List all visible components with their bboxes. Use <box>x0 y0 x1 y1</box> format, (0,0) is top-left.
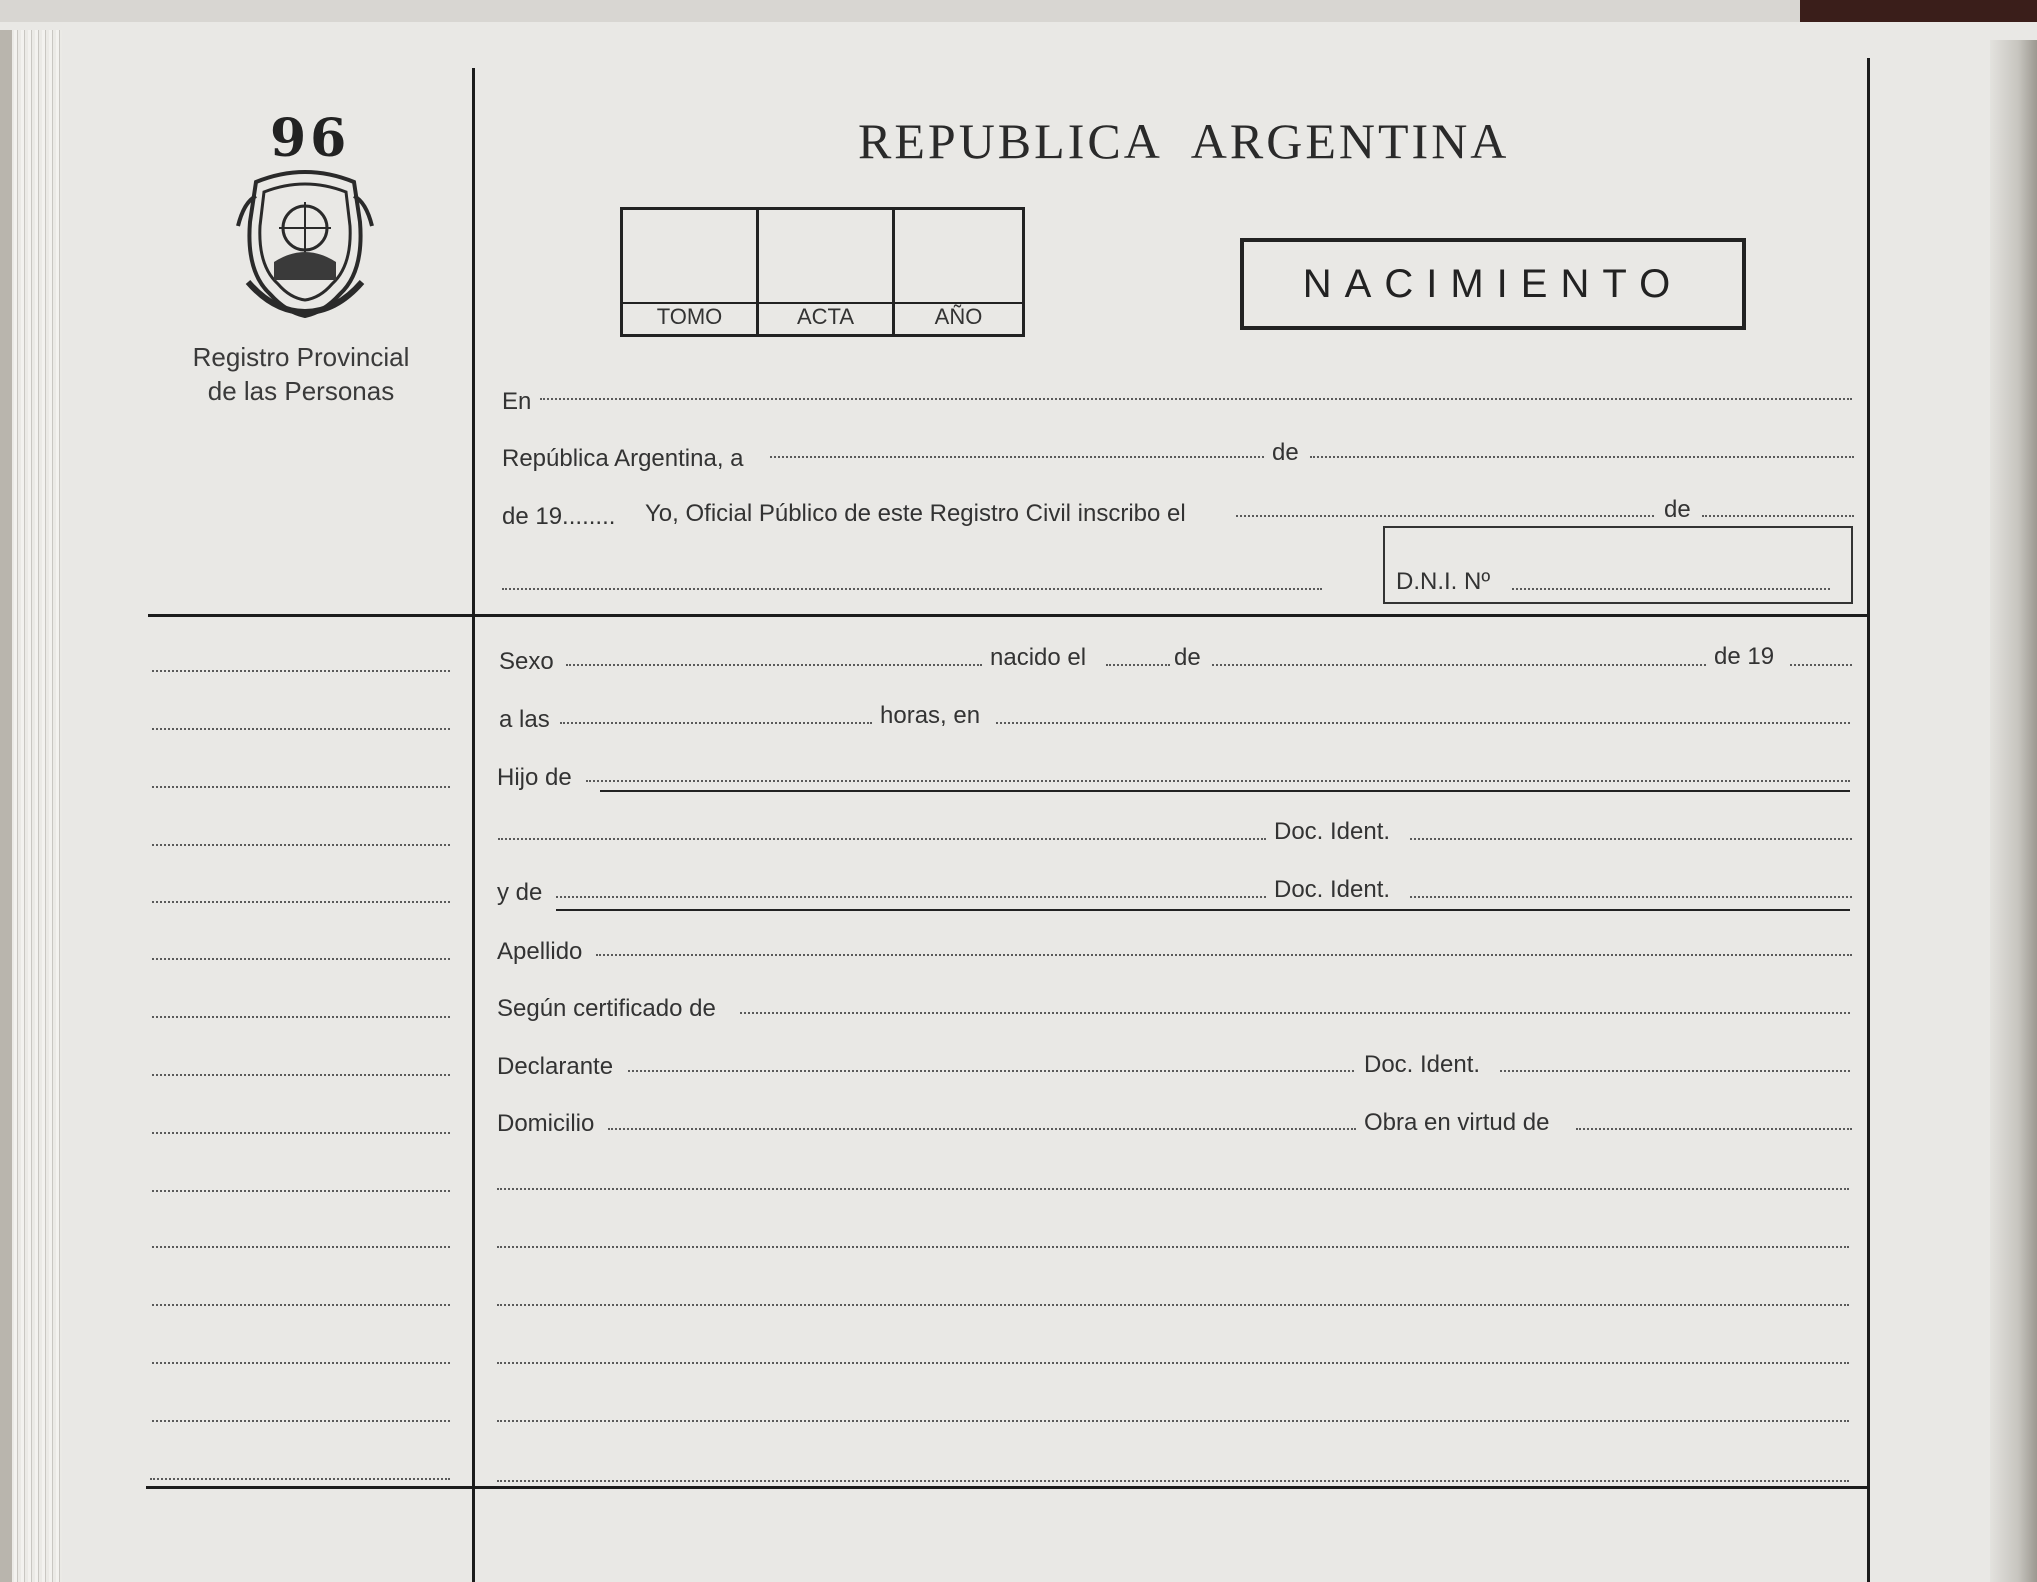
field-month[interactable] <box>1310 456 1854 458</box>
notes-line[interactable] <box>497 1362 1849 1364</box>
column-divider <box>472 68 475 1582</box>
field-hora[interactable] <box>560 722 872 724</box>
margin-line[interactable] <box>152 958 450 960</box>
label-sexo: Sexo <box>499 648 554 675</box>
margin-line[interactable] <box>152 786 450 788</box>
anio-label: AÑO <box>934 304 983 329</box>
label-de19: de 19........ <box>502 503 616 530</box>
label-domicilio: Domicilio <box>497 1110 595 1137</box>
record-type-box: NACIMIENTO <box>1240 238 1746 330</box>
notes-line[interactable] <box>497 1246 1849 1248</box>
book-right-edge <box>1990 40 2037 1582</box>
underline-hijo <box>600 790 1850 792</box>
label-declarante: Declarante <box>497 1053 614 1080</box>
margin-line[interactable] <box>150 1478 450 1480</box>
field-doc-padre[interactable] <box>1410 838 1852 840</box>
acta-label: ACTA <box>796 304 855 329</box>
label-doc-madre: Doc. Ident. <box>1274 876 1391 903</box>
field-inscribo-line2[interactable] <box>502 588 1322 590</box>
label-hijo: Hijo de <box>497 764 572 791</box>
anio-cell[interactable] <box>895 210 1022 334</box>
label-de-inscribo: de <box>1664 496 1691 523</box>
margin-line[interactable] <box>152 670 450 672</box>
field-sexo[interactable] <box>566 664 982 666</box>
field-domicilio[interactable] <box>608 1128 1356 1130</box>
field-apellido[interactable] <box>596 954 1852 956</box>
label-horas: horas, en <box>880 702 981 729</box>
page-number: 96 <box>270 108 351 169</box>
record-index-box <box>620 207 1025 337</box>
field-birth-month[interactable] <box>1212 664 1706 666</box>
field-dni[interactable] <box>1512 588 1830 590</box>
field-birth-year[interactable] <box>1790 664 1852 666</box>
book-spine-shadow <box>0 30 12 1582</box>
margin-line[interactable] <box>152 728 450 730</box>
margin-line[interactable] <box>152 901 450 903</box>
label-doc-padre: Doc. Ident. <box>1274 818 1391 845</box>
field-doc-declarante[interactable] <box>1500 1070 1850 1072</box>
notes-line[interactable] <box>497 1304 1849 1306</box>
section-divider-bottom <box>146 1486 1868 1489</box>
registry-line1: Registro Provincial <box>192 342 410 372</box>
page-right-border <box>1867 58 1870 1582</box>
field-day[interactable] <box>770 456 1264 458</box>
label-en: En <box>502 388 532 415</box>
margin-line[interactable] <box>152 1362 450 1364</box>
field-en[interactable] <box>540 398 1852 400</box>
field-padre[interactable] <box>498 838 1266 840</box>
province-seal-icon <box>234 162 376 322</box>
label-de-month: de <box>1272 439 1299 466</box>
margin-line[interactable] <box>152 1132 450 1134</box>
margin-line[interactable] <box>152 1016 450 1018</box>
label-obra: Obra en virtud de <box>1364 1109 1550 1136</box>
label-yo: Yo, Oficial Público de este Registro Civil inscribo el <box>645 500 1186 527</box>
label-alas: a las <box>499 706 550 733</box>
field-madre[interactable] <box>556 896 1266 898</box>
tomo-label: TOMO <box>656 304 723 329</box>
field-segun[interactable] <box>740 1012 1850 1014</box>
notes-line[interactable] <box>497 1420 1849 1422</box>
registry-name <box>160 340 442 408</box>
field-birth-day[interactable] <box>1106 664 1170 666</box>
margin-line[interactable] <box>152 1074 450 1076</box>
margin-line[interactable] <box>152 1420 450 1422</box>
field-hijo[interactable] <box>586 780 1850 782</box>
label-de-birth: de <box>1174 644 1201 671</box>
label-republica: República Argentina, a <box>502 445 744 472</box>
field-lugar[interactable] <box>996 722 1850 724</box>
label-apellido: Apellido <box>497 938 583 965</box>
registry-line2: de las Personas <box>207 376 395 406</box>
label-segun: Según certificado de <box>497 995 716 1022</box>
underline-madre <box>556 909 1850 911</box>
field-doc-madre[interactable] <box>1410 896 1852 898</box>
field-inscribo[interactable] <box>1236 515 1654 517</box>
margin-line[interactable] <box>152 1190 450 1192</box>
section-divider-top <box>148 614 1870 617</box>
field-obra[interactable] <box>1576 1128 1852 1130</box>
tomo-cell[interactable] <box>623 210 759 334</box>
field-declarante[interactable] <box>628 1070 1354 1072</box>
label-de19-birth: de 19 <box>1714 643 1775 670</box>
margin-line[interactable] <box>152 1304 450 1306</box>
country-title: REPUBLICA ARGENTINA <box>858 113 1510 169</box>
label-doc-declarante: Doc. Ident. <box>1364 1051 1481 1078</box>
margin-line[interactable] <box>152 1246 450 1248</box>
label-nacido: nacido el <box>990 644 1087 671</box>
notes-line[interactable] <box>497 1188 1849 1190</box>
acta-cell[interactable] <box>759 210 895 334</box>
label-dni: D.N.I. Nº <box>1396 568 1491 595</box>
label-yde: y de <box>497 879 543 906</box>
field-inscribo-de[interactable] <box>1702 515 1854 517</box>
margin-line[interactable] <box>152 844 450 846</box>
notes-line[interactable] <box>497 1480 1849 1482</box>
